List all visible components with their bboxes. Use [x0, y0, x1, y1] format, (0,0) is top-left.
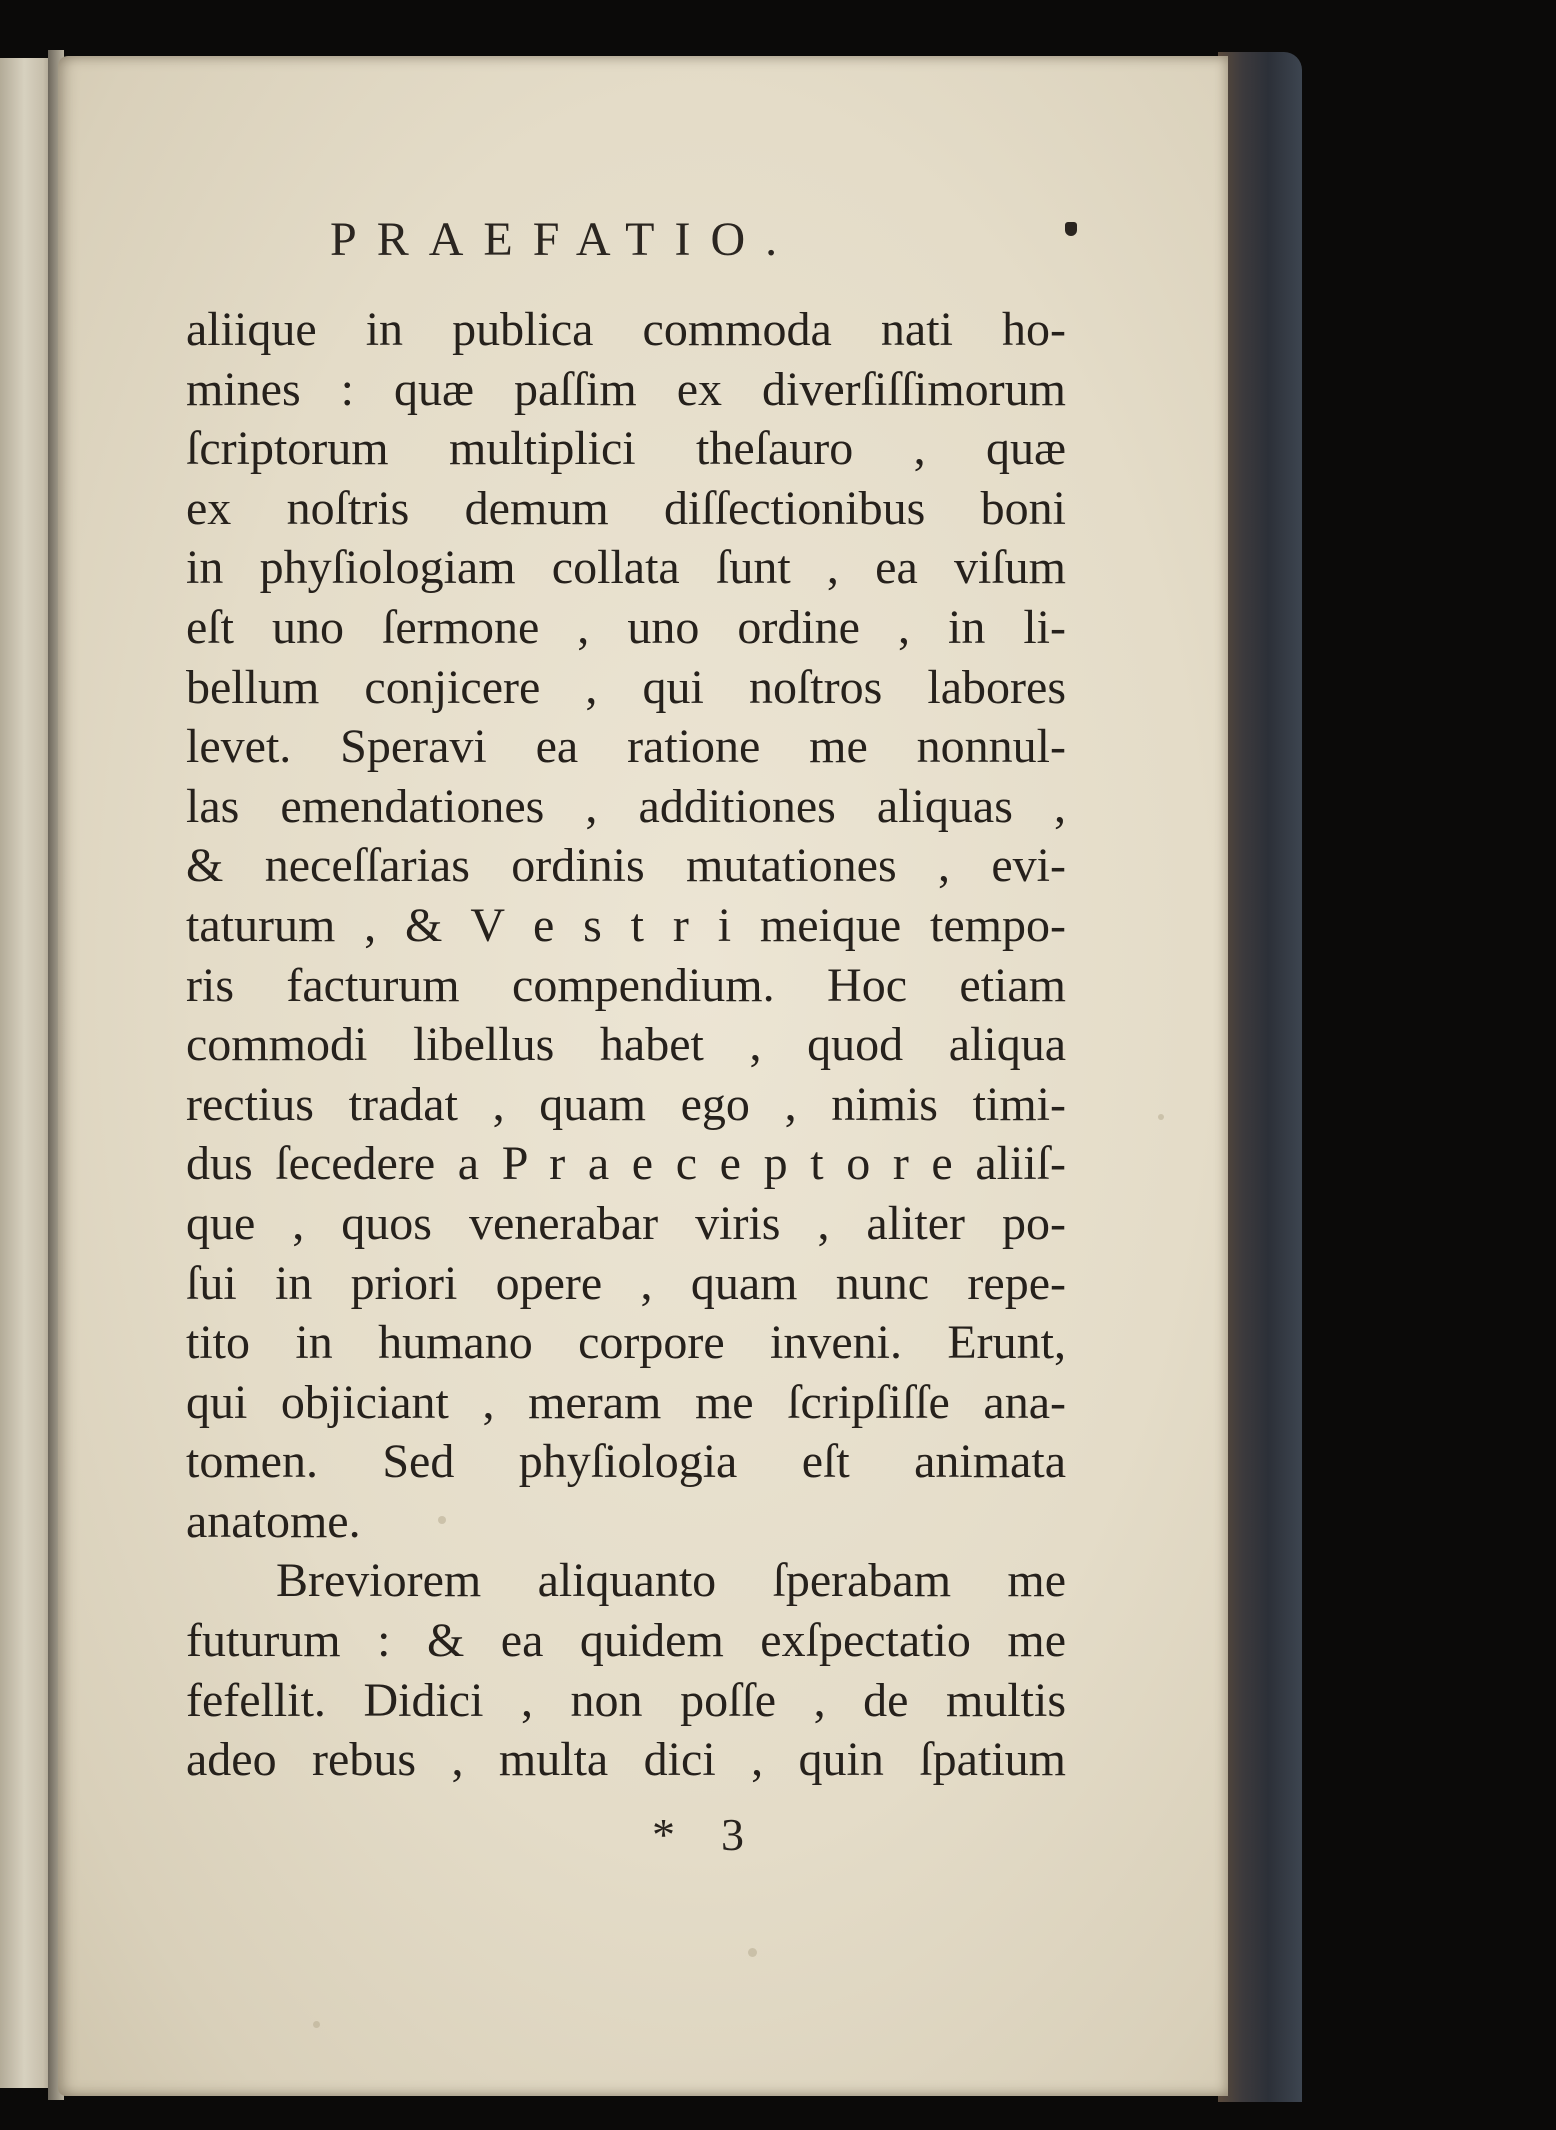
page-footer: [652, 1808, 744, 1861]
text-line: ris facturum compendium. Hoc etiam: [186, 958, 1066, 1012]
text-line: ex noſtris demum diſſectionibus boni: [186, 481, 1066, 535]
text-line: ſui in priori opere , quam nunc repe-: [186, 1256, 1066, 1310]
text-line: levet. Speravi ea ratione me nonnul-: [186, 720, 1066, 774]
text-line: in phyſiologiam collata ſunt , ea viſum: [186, 541, 1066, 595]
text-line: adeo rebus , multa dici , quin ſpatium: [186, 1733, 1066, 1787]
text-line: qui objiciant , meram me ſcripſiſſe ana-: [186, 1375, 1066, 1429]
text-line: commodi libellus habet , quod aliqua: [186, 1018, 1066, 1072]
text-line: tomen. Sed phyſiologia eſt animata: [186, 1435, 1066, 1489]
paper-stain: [1158, 1114, 1164, 1120]
text-line: rectius tradat , quam ego , nimis timi-: [186, 1077, 1066, 1131]
text-line: taturum , & V e s t r i meique tempo-: [186, 898, 1066, 952]
text-line: tito in humano corpore inveni. Erunt,: [186, 1316, 1066, 1370]
paper-stain: [313, 2021, 320, 2028]
text-line: dus ſecedere a P r a e c e p t o r e aliiſ-: [186, 1137, 1066, 1191]
text-line: & neceſſarias ordinis mutationes , evi-: [186, 839, 1066, 893]
text-line: fefellit. Didici , non poſſe , de multis: [186, 1673, 1066, 1727]
running-head: PRAEFATIO.: [330, 213, 798, 266]
text-line: aliique in publica commoda nati ho-: [186, 303, 1066, 356]
body-text: [186, 300, 1066, 1790]
paper-stain: [748, 1948, 757, 1957]
text-line: bellum conjicere , qui noſtros labores: [186, 660, 1066, 714]
printer-mark: [1065, 222, 1077, 236]
signature-mark: 3: [721, 1809, 744, 1860]
footer-asterisk: *: [652, 1809, 675, 1860]
text-line: que , quos venerabar viris , aliter po-: [186, 1196, 1066, 1250]
text-line: las emendationes , additiones aliquas ,: [186, 779, 1066, 833]
previous-page-edge: [0, 58, 54, 2088]
text-line: ſcriptorum multiplici theſauro , quæ: [186, 422, 1066, 476]
text-line: anatome.: [186, 1494, 361, 1548]
text-line: futurum : & ea quidem exſpectatio me: [186, 1614, 1066, 1668]
text-line: Breviorem aliquanto ſperabam me: [276, 1554, 1066, 1608]
text-line: eſt uno ſermone , uno ordine , in li-: [186, 600, 1066, 654]
cover-board: [1218, 52, 1302, 2102]
text-line: mines : quæ paſſim ex diverſiſſimorum: [186, 362, 1066, 416]
